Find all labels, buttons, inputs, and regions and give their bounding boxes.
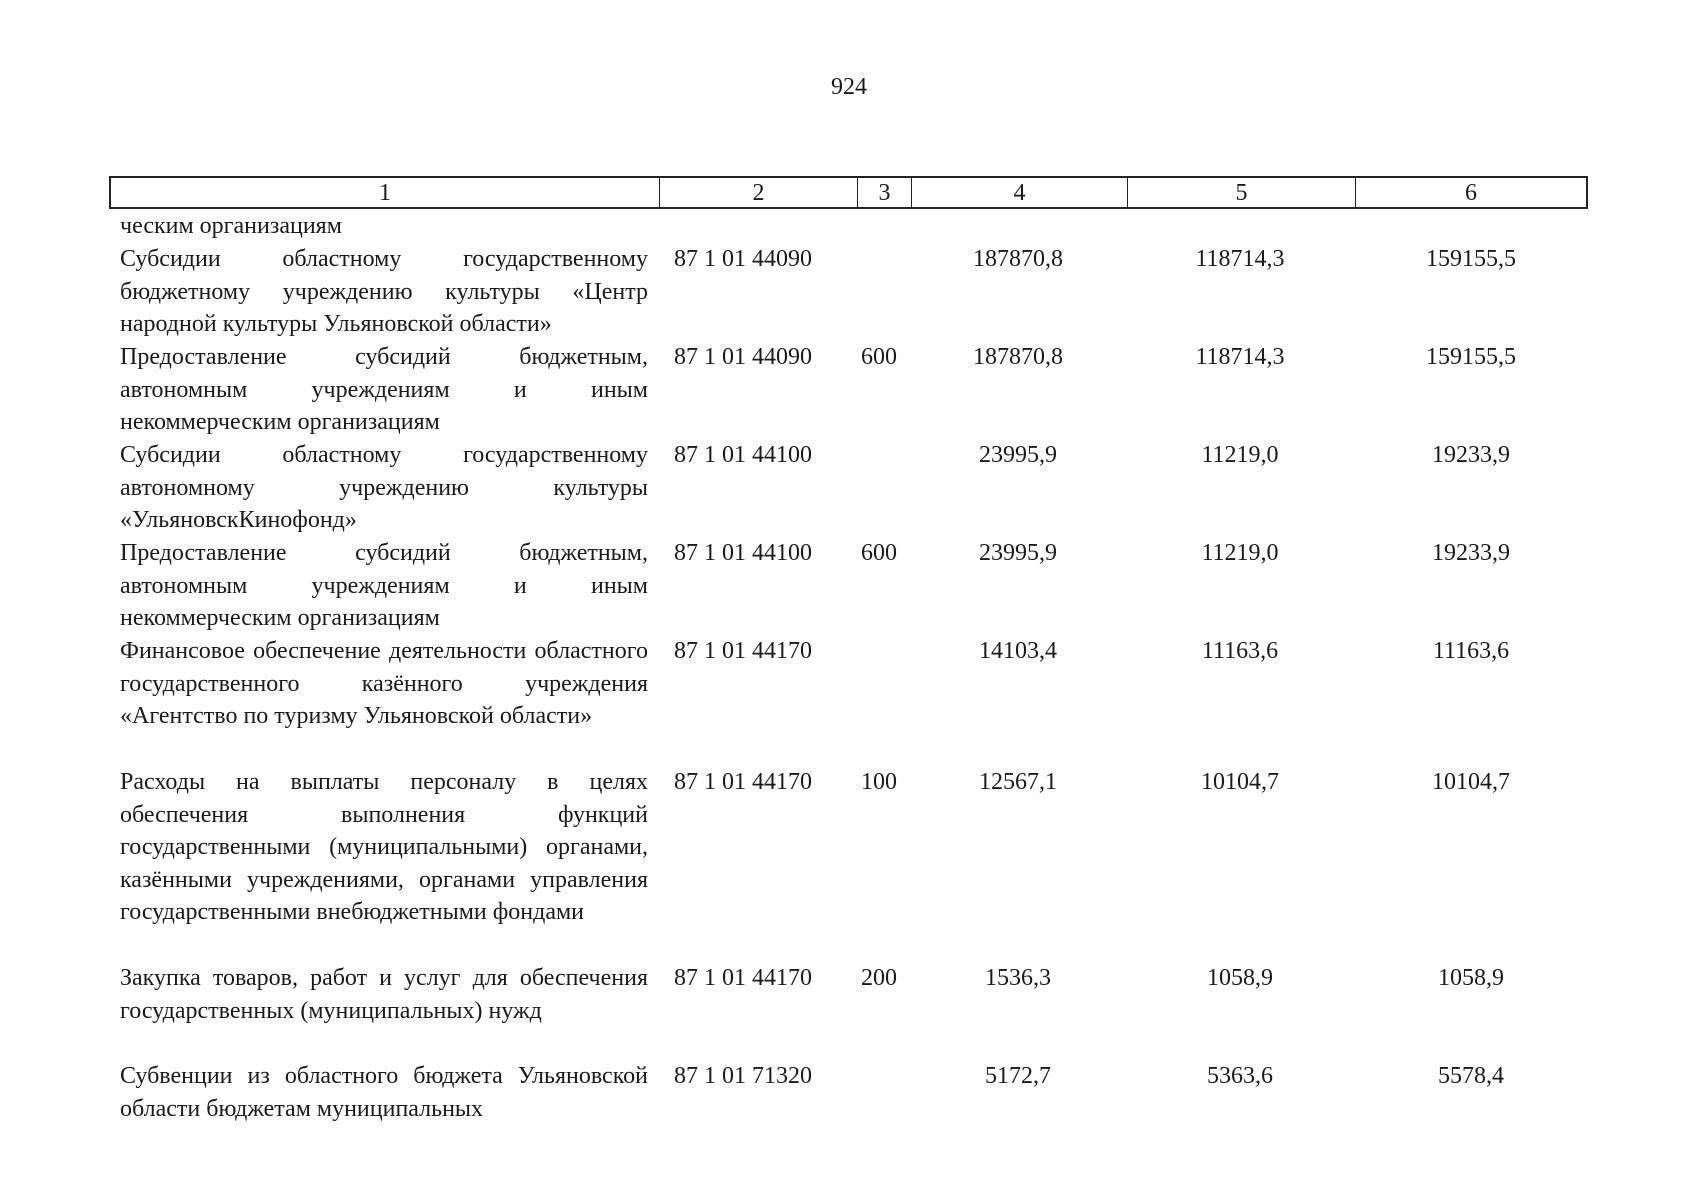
page-number: 924	[831, 74, 867, 100]
row-description: Субсидии областному государственному бюджетному учреждению культуры «Центр народной культуры Ульяновской области»	[120, 246, 648, 338]
row-description: Предоставление субсидий бюджетным, автономным учреждениям и иным некоммерческим организациям	[120, 540, 648, 632]
row-value-col5: 10104,7	[1201, 769, 1279, 795]
row-value-col5: 1058,9	[1207, 965, 1273, 991]
header-col-6: 6	[1355, 178, 1586, 207]
row-value-col5: 11163,6	[1201, 638, 1279, 664]
row-value-col4: 187870,8	[973, 246, 1063, 272]
row-target-code: 87 1 01 44100	[674, 540, 812, 566]
header-col-3: 3	[857, 178, 911, 207]
row-target-code: 87 1 01 44170	[674, 638, 812, 664]
row-expense-type: 200	[861, 965, 897, 991]
row-target-code: 87 1 01 44170	[674, 769, 812, 795]
row-value-col6: 19233,9	[1432, 540, 1510, 566]
row-expense-type: 100	[861, 769, 897, 795]
row-description: Расходы на выплаты персоналу в целях обеспечения выполнения функций государственными (муниципальными) органами, казёнными учреждениями, органами управления государственными внебюджетными фондами	[120, 769, 648, 926]
row-value-col6: 19233,9	[1432, 442, 1510, 468]
row-value-col5: 118714,3	[1195, 344, 1285, 370]
row-description: Субвенции из областного бюджета Ульяновской области бюджетам муниципальных	[120, 1063, 648, 1122]
row-description: Закупка товаров, работ и услуг для обеспечения государственных (муниципальных) нужд	[120, 965, 648, 1024]
row-description: Предоставление субсидий бюджетным, автономным учреждениям и иным некоммерческим организациям	[120, 344, 648, 436]
row-value-col4: 12567,1	[979, 769, 1057, 795]
row-value-col6: 10104,7	[1432, 769, 1510, 795]
row-description: Финансовое обеспечение деятельности областного государственного казённого учреждения «Агентство по туризму Ульяновской области»	[120, 638, 648, 730]
row-value-col6: 11163,6	[1432, 638, 1510, 664]
row-value-col4: 5172,7	[985, 1063, 1051, 1089]
header-col-5: 5	[1127, 178, 1355, 207]
row-value-col5: 11219,0	[1201, 442, 1279, 468]
row-value-col6: 159155,5	[1426, 344, 1516, 370]
row-expense-type: 600	[861, 344, 897, 370]
row-value-col4: 187870,8	[973, 344, 1063, 370]
row-target-code: 87 1 01 71320	[674, 1063, 812, 1089]
row-target-code: 87 1 01 44170	[674, 965, 812, 991]
header-col-2: 2	[659, 178, 857, 207]
row-value-col5: 11219,0	[1201, 540, 1279, 566]
row-value-col4: 14103,4	[979, 638, 1057, 664]
row-value-col4: 23995,9	[979, 442, 1057, 468]
row-value-col6: 5578,4	[1438, 1063, 1504, 1089]
row-value-col4: 23995,9	[979, 540, 1057, 566]
row-expense-type: 600	[861, 540, 897, 566]
row-value-col4: 1536,3	[985, 965, 1051, 991]
row-target-code: 87 1 01 44090	[674, 246, 812, 272]
header-col-4: 4	[911, 178, 1127, 207]
table-header	[109, 176, 1588, 209]
row-value-col6: 159155,5	[1426, 246, 1516, 272]
header-col-1: 1	[379, 180, 391, 206]
carryover-text: ческим организациям	[120, 213, 342, 239]
row-description: Субсидии областному государственному автономному учреждению культуры «УльяновскКинофонд»	[120, 442, 648, 534]
row-value-col5: 5363,6	[1207, 1063, 1273, 1089]
row-value-col6: 1058,9	[1438, 965, 1504, 991]
row-target-code: 87 1 01 44100	[674, 442, 812, 468]
row-value-col5: 118714,3	[1195, 246, 1285, 272]
row-target-code: 87 1 01 44090	[674, 344, 812, 370]
